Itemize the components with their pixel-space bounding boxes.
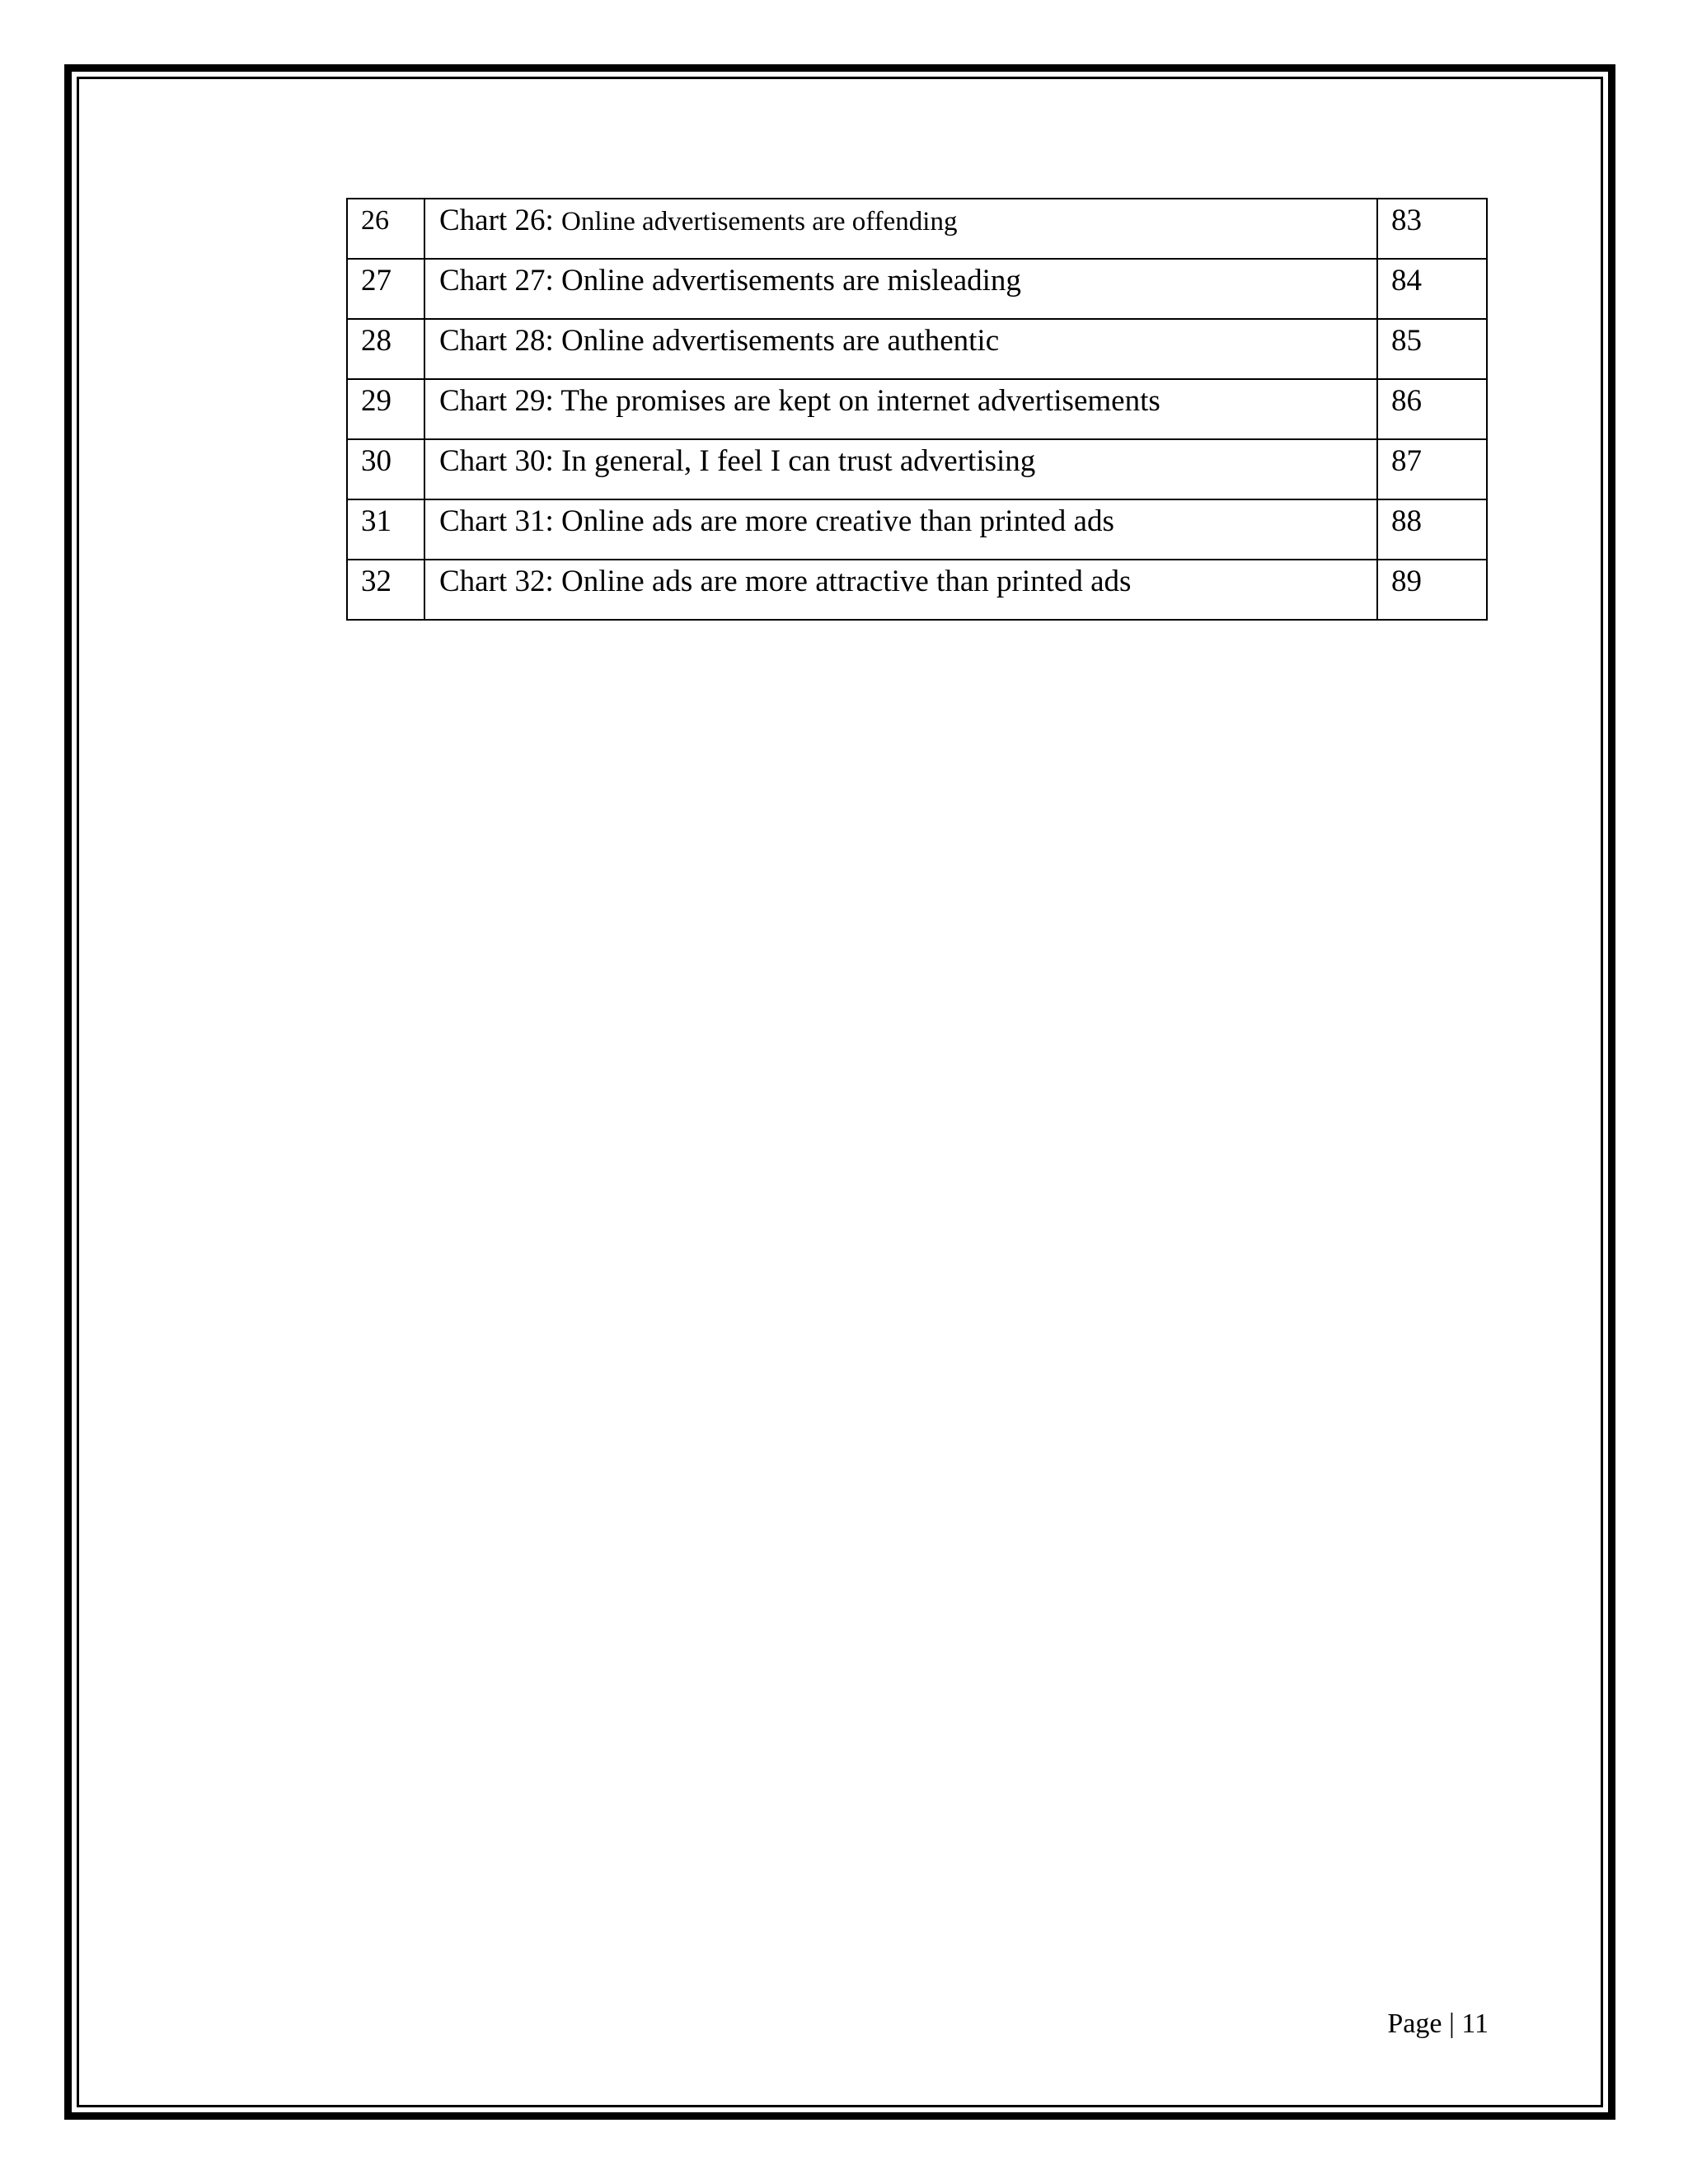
chart-title [424,560,1377,620]
chart-title [424,499,1377,560]
chart-text: Online ads are more creative than printed ads [560,504,1114,538]
chart-title [424,319,1377,379]
page-number: 87 [1377,439,1487,499]
chart-title [424,379,1377,439]
page-number: 88 [1377,499,1487,560]
chart-label: Chart 29: [439,384,554,418]
chart-label: Chart 27: [439,264,554,298]
chart-text: The promises are kept on internet advertisements [560,384,1160,418]
page-number: 89 [1377,560,1487,620]
page-number: 83 [1377,199,1487,259]
chart-text: Online ads are more attractive than printed ads [560,565,1132,598]
table-row [347,379,1487,439]
row-number: 29 [347,379,424,439]
page-number: 85 [1377,319,1487,379]
row-number: 32 [347,560,424,620]
page-number: 84 [1377,259,1487,319]
chart-text: Online advertisements are offending [560,207,958,237]
table-row [347,319,1487,379]
table-row [347,560,1487,620]
page-footer: Page | 11 [1387,2008,1489,2039]
page-number: 86 [1377,379,1487,439]
chart-title [424,259,1377,319]
chart-label: Chart 30: [439,444,554,478]
table-row [347,499,1487,560]
chart-label: Chart 32: [439,565,554,598]
chart-title [424,199,1377,259]
table-row [347,199,1487,259]
chart-text: Online advertisements are authentic [560,324,1000,358]
row-number: 31 [347,499,424,560]
chart-label: Chart 31: [439,504,554,538]
row-number: 30 [347,439,424,499]
table-row [347,259,1487,319]
chart-text: In general, I feel I can trust advertising [560,444,1036,478]
chart-label: Chart 26: [439,204,554,237]
chart-title [424,439,1377,499]
row-number: 26 [347,199,424,259]
row-number: 27 [347,259,424,319]
list-of-charts-table [346,198,1488,621]
table-row [347,439,1487,499]
chart-label: Chart 28: [439,324,554,358]
row-number: 28 [347,319,424,379]
chart-text: Online advertisements are misleading [560,264,1021,298]
